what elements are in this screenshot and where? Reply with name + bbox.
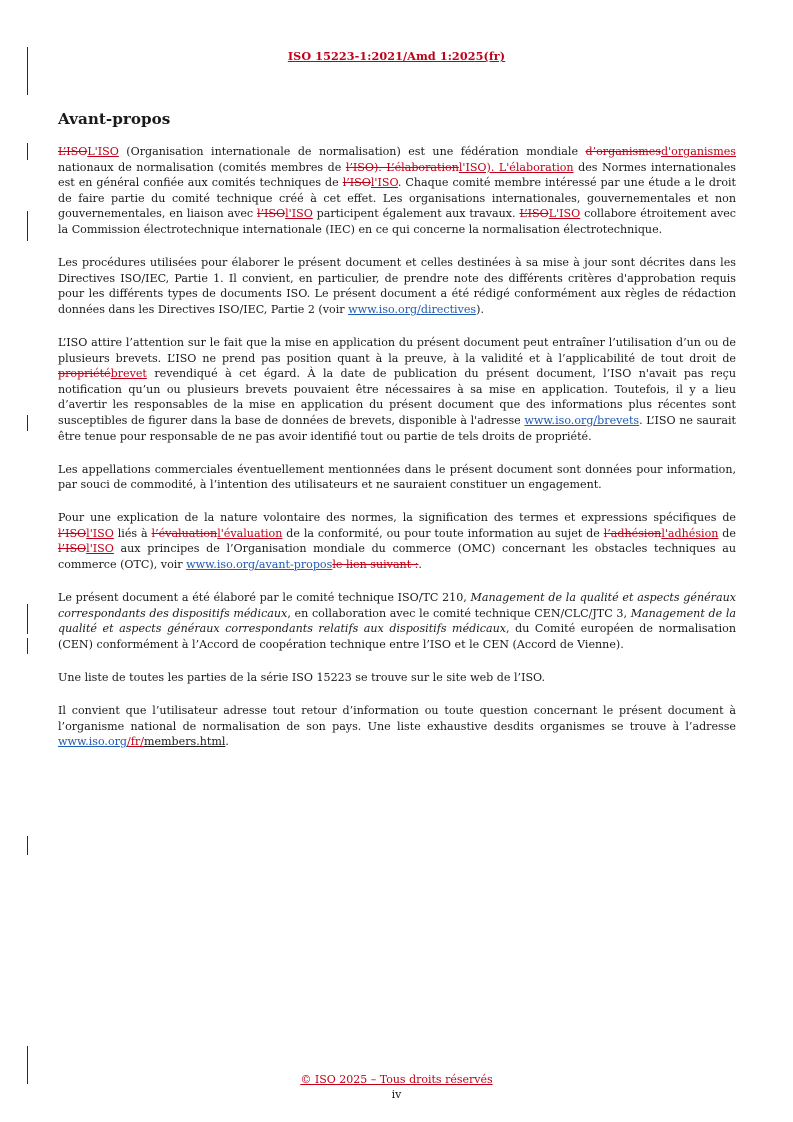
inserted-text: l'adhésion: [661, 526, 719, 540]
text-run: Pour une explication de la nature volontaire des normes, la signification des termes et expressions spécifiques de: [58, 511, 736, 525]
hyperlink[interactable]: www.iso.org/brevets: [524, 413, 640, 427]
change-bar: [27, 638, 28, 654]
text-run: , en collaboration avec le comité technique CEN/CLC/JTC 3,: [287, 606, 631, 620]
paragraph: [58, 703, 736, 750]
text-run: ).: [476, 302, 484, 316]
text-run: collabore étroitement avec la Commission électrotechnique internationale (IEC) en ce qui concerne la normalisation électrotechnique.: [58, 207, 736, 236]
text-run: .: [225, 735, 229, 749]
text-run: des Normes internationales est en général confiée aux comités techniques de: [58, 160, 736, 190]
paragraph: [58, 335, 736, 444]
inserted-text: l'ISO). L'élaboration: [458, 160, 574, 174]
paragraph: [58, 510, 736, 572]
body-text: [58, 144, 736, 767]
page-number: iv: [391, 1088, 402, 1101]
text-run: Il convient que l’utilisateur adresse tout retour d’information ou toute question concernant le présent document à l’organisme national de normalisation de son pays. Une liste exhaustive desdits organismes se trouve à l’adresse: [58, 704, 736, 733]
text-run: .: [418, 558, 422, 572]
inserted-text: l'évaluation: [217, 526, 283, 540]
document-header: ISO 15223-1:2021/Amd 1:2025(fr): [287, 49, 506, 63]
text-run: Les appellations commerciales éventuellement mentionnées dans le présent document sont données pour information, par souci de commodité, à l’intention des utilisateurs et ne sauraient constituer un engagement.: [58, 462, 736, 492]
deleted-text: l’adhésion: [603, 526, 662, 540]
deleted-text: l’ISO: [58, 542, 87, 556]
page-footer: [0, 1072, 793, 1102]
text-run: de la conformité, ou pour toute information au sujet de: [282, 526, 604, 540]
paragraph: [58, 255, 736, 317]
text-run: aux principes de l’Organisation mondiale du commerce (OMC) concernant les obstacles techniques au commerce (OTC), voir: [58, 542, 736, 572]
text-run: (Organisation internationale de normalisation) est une fédération mondiale: [118, 145, 586, 158]
text-run: liés à: [113, 526, 152, 540]
text-run: . L’ISO ne saurait être tenue pour responsable de ne pas avoir identifié tout ou partie de tels droits de propriété.: [58, 413, 736, 443]
inserted-text: /fr/: [127, 735, 144, 749]
inserted-text: L'ISO: [548, 207, 581, 221]
italic-text: Management de la qualité et aspects généraux correspondants des dispositifs médicaux: [58, 591, 736, 620]
inserted-text: l'ISO: [86, 542, 114, 556]
inserted-text: brevet: [110, 367, 147, 381]
text-run: . Chaque comité membre intéressé par une étude a le droit de faire partie du comité technique créé à cet effet. Les organisations internationales, gouvernementales et non gouvernementales, en liaison avec: [58, 176, 737, 221]
deleted-text: l’ISO). L’élaboration: [345, 160, 459, 174]
text-run: Une liste de toutes les parties de la série ISO 15223 se trouve sur le site web de l’ISO.: [58, 671, 546, 685]
text-run: participent également aux travaux.: [312, 207, 520, 221]
change-bar: [27, 143, 28, 160]
inserted-text: l'ISO: [86, 526, 114, 540]
inserted-text: L'ISO: [87, 145, 119, 158]
section-title: Avant-propos: [58, 110, 171, 128]
deleted-text: propriété: [58, 367, 111, 381]
text-run: revendiqué à cet égard. À la date de publication du présent document, l’ISO n'avait pas reçu notification qu’un ou plusieurs brevets pouvaient être nécessaires à sa mise en application. Toutefois, il y a lieu d’avertir les responsables de la mise en application du présent document que des informations plus récentes sont susceptibles de figurer dans la base de données de brevets, disponible à l'adresse: [58, 367, 736, 427]
deleted-text: le lien suivant :: [332, 558, 419, 572]
inserted-text: l'ISO: [370, 176, 398, 190]
text-run: L’ISO attire l’attention sur le fait que la mise en application du présent document peut entraîner l’utilisation d’un ou de plusieurs brevets. L’ISO ne prend pas position quant à la preuve, à la validité et à l’applicabilité de tout droit de: [58, 335, 736, 365]
hyperlink[interactable]: www.iso.org: [58, 735, 128, 749]
copyright-notice: © ISO 2025 – Tous droits réservés: [300, 1073, 493, 1086]
deleted-text: d’organismes: [585, 145, 661, 158]
paragraph: [58, 590, 736, 652]
inserted-text: l'ISO: [285, 207, 313, 221]
inserted-text: d'organismes: [660, 145, 736, 158]
paragraph: [58, 670, 736, 686]
text-run: de: [718, 526, 736, 540]
change-bar: [27, 836, 28, 855]
text-run: Les procédures utilisées pour élaborer le présent document et celles destinées à sa mise à jour sont décrites dans les Directives ISO/IEC, Partie 1. Il convient, en particulier, de prendre note des différents critères d'approbation requis pour les différents types de documents ISO. Le présent document a été rédigé conformément aux règles de rédaction données dans les Directives ISO/IEC, Partie 2 (voir: [58, 256, 736, 316]
deleted-text: l’ISO: [256, 207, 286, 221]
change-bar: [27, 604, 28, 634]
deleted-text: l’ISO: [342, 176, 371, 190]
text-run: , du Comité européen de normalisation (CEN) conformément à l’Accord de coopération technique entre l’ISO et le CEN (Accord de Vienne).: [58, 622, 736, 651]
deleted-text: L’ISO: [519, 207, 549, 221]
hyperlink[interactable]: www.iso.org/avant-propos: [186, 558, 333, 572]
deleted-text: l’évaluation: [151, 526, 218, 540]
paragraph: [58, 462, 736, 493]
deleted-text: L’ISO: [58, 145, 88, 158]
underlined-text: members.html: [143, 735, 226, 749]
deleted-text: l’ISO: [58, 526, 87, 540]
change-bar: [27, 415, 28, 431]
paragraph: [58, 144, 736, 238]
hyperlink[interactable]: www.iso.org/directives: [348, 302, 477, 316]
text-run: nationaux de normalisation (comités membres de: [58, 160, 346, 174]
text-run: Le présent document a été élaboré par le comité technique ISO/TC 210,: [58, 591, 471, 605]
italic-text: Management de la qualité et aspects généraux correspondants relatifs aux dispositifs médicaux: [58, 606, 737, 636]
change-bar: [27, 211, 28, 241]
